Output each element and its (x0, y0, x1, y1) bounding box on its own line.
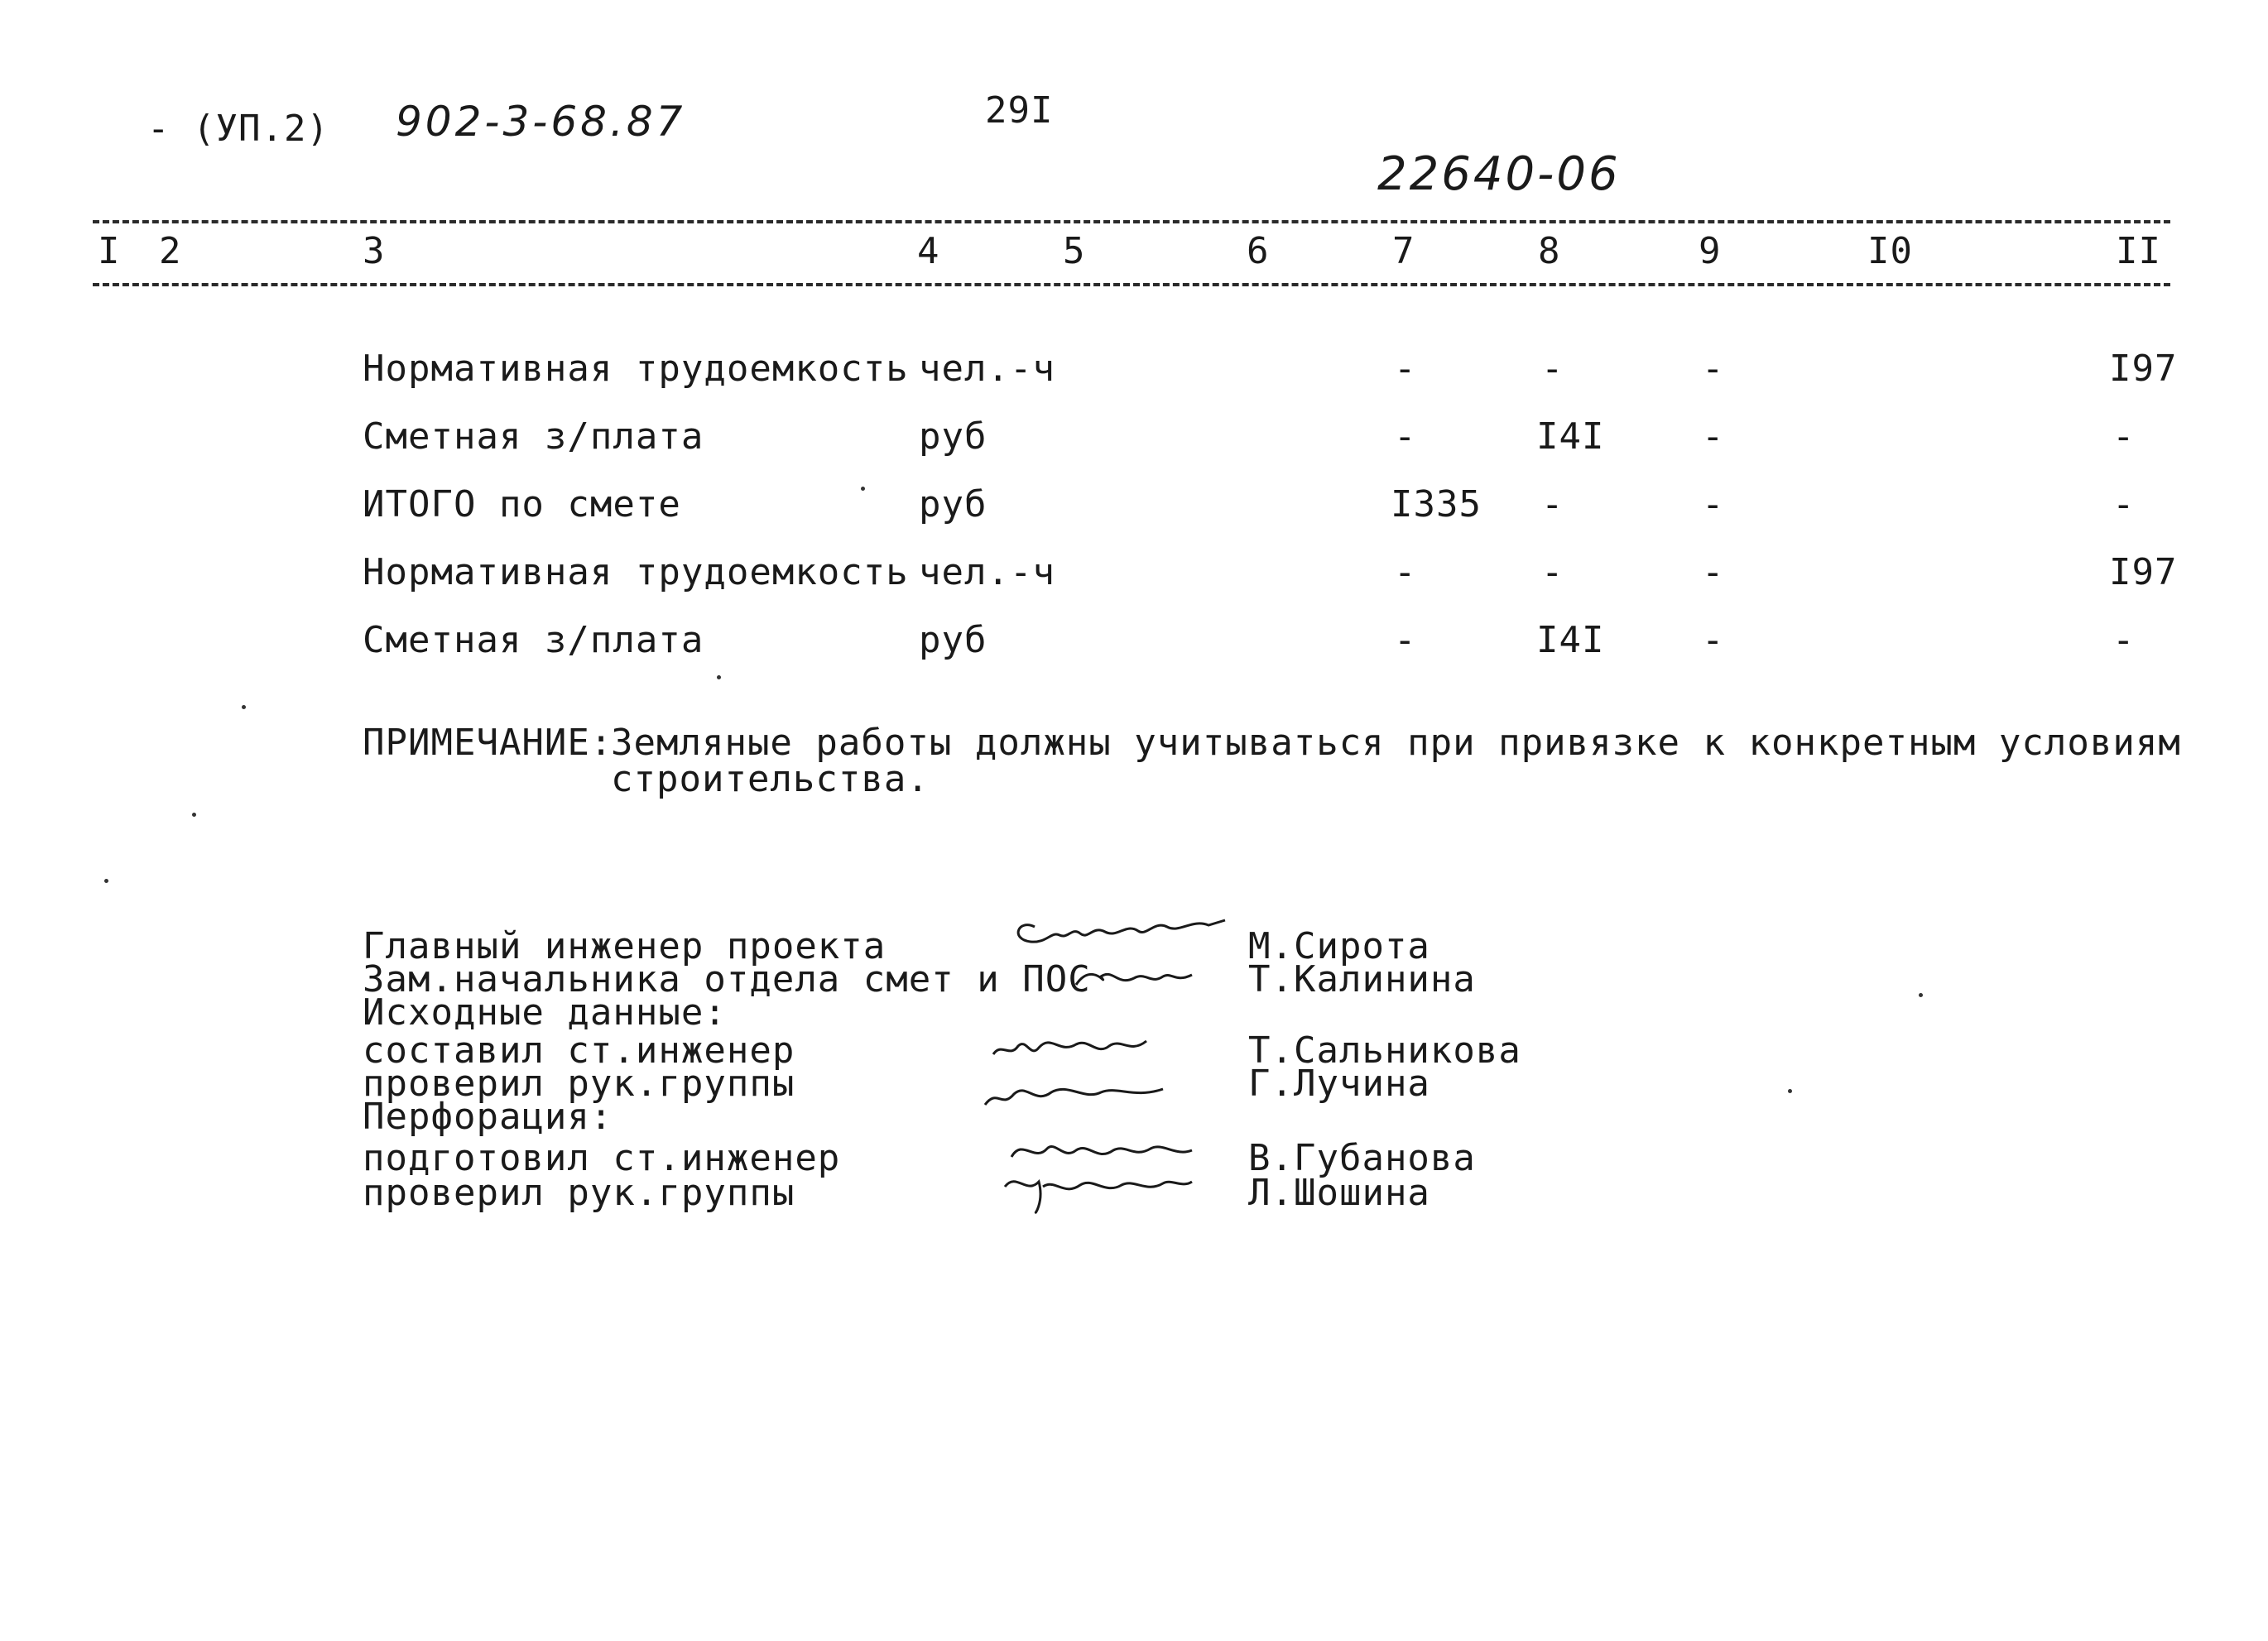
column-header-8: 8 (1538, 230, 1561, 272)
row-col7: I335 (1391, 483, 1482, 525)
row-col8: - (1541, 551, 1564, 593)
column-header-1: I (98, 230, 121, 272)
row-name: Сметная з/плата (363, 619, 704, 661)
row-unit: руб (919, 415, 987, 458)
row-unit: чел.-ч (919, 348, 1055, 390)
row-unit: чел.-ч (919, 551, 1055, 593)
column-header-10: I0 (1867, 230, 1913, 272)
signature-compiled (985, 1021, 1167, 1071)
signature-checked (977, 1068, 1175, 1117)
signature-deputy (1068, 952, 1208, 997)
row-col11: - (2112, 483, 2136, 525)
compiled-name: Т.Сальникова (1248, 1029, 1521, 1072)
row-col8: I4I (1536, 619, 1605, 661)
row-name: Нормативная трудоемкость (363, 348, 909, 390)
project-code: 902-3-68.87 (396, 98, 686, 146)
signature-perf-checked (993, 1162, 1200, 1220)
perf-checked-name: Л.Шошина (1248, 1172, 1430, 1214)
document-number: 22640-06 (1377, 147, 1621, 201)
row-col9: - (1702, 348, 1725, 390)
scan-speck (1788, 1089, 1792, 1093)
deputy-role: Зам.начальника отдела смет и ПОС (363, 958, 1091, 1000)
column-header-4: 4 (917, 230, 940, 272)
row-col11: - (2112, 415, 2136, 458)
row-col8: I4I (1536, 415, 1605, 458)
scan-speck (192, 813, 196, 817)
prepared-name: В.Губанова (1248, 1137, 1476, 1179)
scan-speck (242, 705, 246, 709)
header-bottom-rule (93, 283, 2170, 286)
compiled-role: составил ст.инженер (363, 1029, 795, 1072)
scan-speck (717, 675, 721, 679)
scan-speck (1919, 993, 1923, 997)
row-name: ИТОГО по смете (363, 483, 681, 525)
row-col9: - (1702, 619, 1725, 661)
note-line-2: строительства. (611, 758, 930, 800)
row-name: Сметная з/плата (363, 415, 704, 458)
checked-name: Г.Лучина (1248, 1063, 1430, 1105)
scan-speck (104, 879, 108, 883)
row-unit: руб (919, 619, 987, 661)
row-col7: - (1394, 619, 1417, 661)
column-header-5: 5 (1063, 230, 1086, 272)
row-col11: I97 (2109, 551, 2178, 593)
series-prefix: - (УП.2) (147, 108, 329, 150)
checked-role: проверил рук.группы (363, 1063, 795, 1105)
chief-engineer-role: Главный инженер проекта (363, 925, 887, 967)
column-header-11: II (2116, 230, 2161, 272)
row-col11: I97 (2109, 348, 2178, 390)
prepared-role: подготовил ст.инженер (363, 1137, 841, 1179)
perf-checked-role: проверил рук.группы (363, 1172, 795, 1214)
perforation-heading: Перфорация: (363, 1096, 613, 1138)
note-label: ПРИМЕЧАНИЕ: (363, 722, 613, 764)
deputy-name: Т.Калинина (1248, 958, 1476, 1000)
row-col7: - (1394, 348, 1417, 390)
row-col7: - (1394, 415, 1417, 458)
row-unit: руб (919, 483, 987, 525)
header-top-rule (93, 220, 2170, 223)
column-header-7: 7 (1392, 230, 1415, 272)
row-col9: - (1702, 551, 1725, 593)
row-col9: - (1702, 483, 1725, 525)
source-data-heading: Исходные данные: (363, 991, 727, 1034)
column-header-2: 2 (159, 230, 182, 272)
row-name: Нормативная трудоемкость (363, 551, 909, 593)
row-col8: - (1541, 483, 1564, 525)
column-header-9: 9 (1699, 230, 1722, 272)
row-col8: - (1541, 348, 1564, 390)
scan-speck (861, 487, 865, 491)
row-col7: - (1394, 551, 1417, 593)
row-col9: - (1702, 415, 1725, 458)
column-header-6: 6 (1247, 230, 1270, 272)
row-col11: - (2112, 619, 2136, 661)
note-line-1: Земляные работы должны учитываться при привязке к конкретным условиям (611, 722, 2181, 764)
page-number: 29I (985, 89, 1054, 132)
column-header-3: 3 (363, 230, 386, 272)
chief-engineer-name: М.Сирота (1248, 925, 1430, 967)
